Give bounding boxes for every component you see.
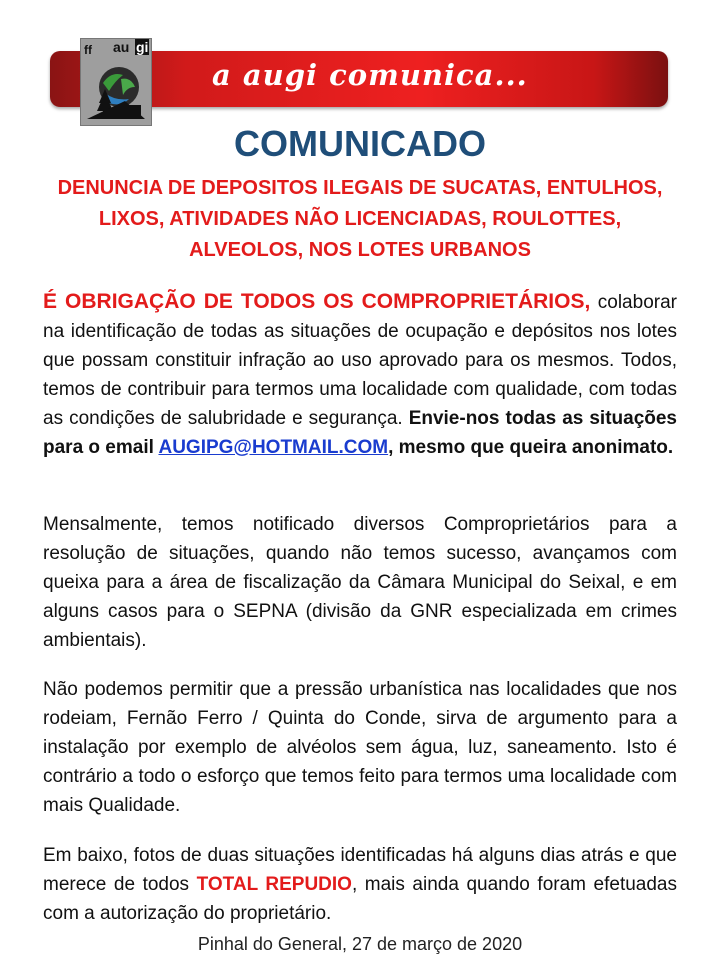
obligation-lead: É OBRIGAÇÃO DE TODOS OS COMPROPRIETÁRIOS,	[43, 290, 591, 313]
page-title: COMUNICADO	[234, 123, 486, 164]
email-link[interactable]: AUGIPG@HOTMAIL.COM	[158, 437, 389, 458]
obligation-bold-text: Envie-nos todas as situações para o email	[43, 408, 677, 458]
footer-date-place: Pinhal do General, 27 de março de 2020	[197, 934, 523, 954]
logo-text-ff: ff	[84, 43, 92, 57]
logo-text-au: au	[113, 39, 130, 55]
total-repudio-highlight: TOTAL REPUDIO	[196, 874, 352, 895]
obligation-bold-end: , mesmo que queira anonimato.	[388, 437, 674, 458]
page-subtitle: DENUNCIA DE DEPOSITOS ILEGAIS DE SUCATAS, ENTULHOS, LIXOS, ATIVIDADES NÃO LICENCIADAS, ROULOTTES, ALVEOLOS, NOS LOTES URBANOS	[57, 177, 663, 261]
paragraph-obligation	[43, 287, 677, 462]
augi-logo	[80, 38, 152, 126]
logo-text-gi: gi	[136, 39, 149, 55]
paragraph-notifications	[43, 510, 677, 655]
photos-text-after: , mais ainda quando foram efetuadas com a autorização do proprietário.	[43, 874, 677, 924]
paragraph-urban-pressure-text: Não podemos permitir que a pressão urbanística nas localidades que nos rodeiam, Fernão Ferro / Quinta do Conde, sirva de argumento para a instalação por exemplo de alvéolos sem água, luz, saneamento. Isto é contrário a todo o esforço que temos feito para termos uma localidade com mais Qualidade.	[43, 679, 677, 816]
photos-text-before: Em baixo, fotos de duas situações identificadas há alguns dias atrás e que merece de todos	[43, 845, 677, 895]
paragraph-notifications-text: Mensalmente, temos notificado diversos Comproprietários para a resolução de situações, quando não temos sucesso, avançamos com queixa para a área de fiscalização da Câmara Municipal do Seixal, e em alguns casos para o SEPNA (divisão da GNR especializada em crimes ambientais).	[43, 514, 677, 651]
obligation-text: colaborar na identificação de todas as situações de ocupação e depósitos nos lotes que possam constituir infração ao uso aprovado para os mesmos. Todos, temos de contribuir para termos uma localidade com qualidade, com todas as condições de salubridade e segurança.	[43, 292, 677, 429]
globe-tree-icon	[85, 57, 147, 121]
banner-title: a augi comunica...	[212, 58, 528, 92]
paragraph-urban-pressure	[43, 675, 677, 820]
paragraph-photos	[43, 841, 677, 928]
